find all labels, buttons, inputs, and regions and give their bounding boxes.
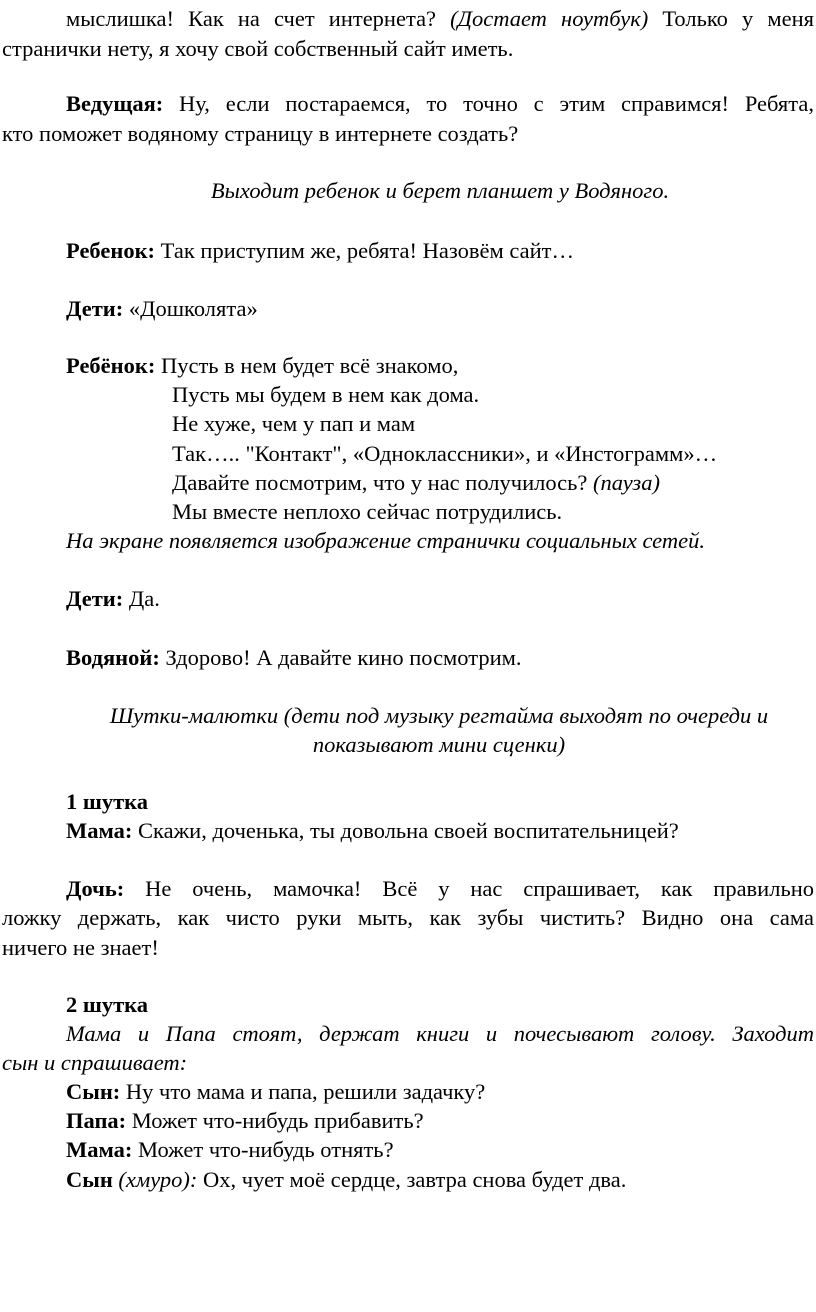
p5-pause: (пауза)	[593, 470, 660, 495]
joke-1-doch-text: Не очень, мамочка! Всё у нас спрашивает, как правильно	[124, 876, 814, 901]
joke-2-papa-speaker: Папа:	[66, 1108, 127, 1133]
stage-direction-2	[66, 526, 705, 556]
p5-speaker: Ребёнок:	[66, 353, 156, 378]
joke-1-mama-speaker: Мама:	[66, 818, 133, 843]
p5-verse-5-text: Давайте посмотрим, что у нас получилось?	[172, 470, 594, 495]
joke-1-doch-speaker: Дочь:	[66, 876, 125, 901]
joke-2-syn2-speaker: Сын	[66, 1167, 113, 1192]
p1-stage-direction: (Достает ноутбук)	[450, 6, 649, 31]
p3-text: Так приступим же, ребята! Назовём сайт…	[155, 238, 574, 263]
joke-2-mama-line	[66, 1135, 394, 1165]
p5-verse-3: Не хуже, чем у пап и мам	[172, 411, 416, 436]
p4-line	[66, 294, 258, 324]
p2-line1	[66, 89, 814, 119]
p2-speaker: Ведущая:	[66, 91, 164, 116]
stage-direction-1	[66, 176, 814, 206]
joke-2-syn-line	[66, 1077, 485, 1107]
joke-2-stage-text-1: Мама и Папа стоят, держат книги и почесывают голову. Заходит	[66, 1021, 814, 1046]
joke-2-papa-line	[66, 1106, 424, 1136]
p6-line	[66, 584, 160, 614]
p3-speaker: Ребенок:	[66, 238, 156, 263]
stage-direction-3-text-1: Шутки-малютки (дети под музыку регтайма выходят по очереди и	[109, 703, 769, 728]
p6-speaker: Дети:	[66, 586, 124, 611]
joke-2-papa-text: Может что-нибудь прибавить?	[126, 1108, 424, 1133]
joke-1-heading-text: 1 шутка	[66, 789, 149, 814]
p5-verse-5	[172, 468, 660, 498]
joke-1-mama-text: Скажи, доченька, ты довольна своей воспитательницей?	[132, 818, 679, 843]
joke-2-mama-text: Может что-нибудь отнять?	[132, 1137, 394, 1162]
stage-direction-1-text: Выходит ребенок и берет планшет у Водяного.	[210, 178, 670, 203]
joke-2-stage-text-2: сын и спрашивает:	[2, 1050, 188, 1075]
p5-verse-4: Так….. "Контакт", «Одноклассники», и «Инстограмм»…	[172, 441, 718, 466]
p4-text: «Дошколята»	[123, 296, 258, 321]
joke-2-heading-text: 2 шутка	[66, 992, 149, 1017]
joke-2-syn2-stage: (хмуро):	[112, 1167, 198, 1192]
p2-text: Ну, если постараемся, то точно с этим справимся! Ребята,	[163, 91, 814, 116]
p5-line1	[66, 351, 458, 381]
joke-1-heading	[66, 787, 148, 817]
joke-1-doch-line1	[66, 874, 814, 904]
p7-text: Здорово! А давайте кино посмотрим.	[159, 645, 522, 670]
stage-direction-3-line2	[64, 730, 814, 760]
p5-verse-6: Мы вместе неплохо сейчас потрудились.	[172, 499, 563, 524]
stage-direction-3-text-2: показывают мини сценки)	[312, 732, 566, 757]
joke-2-stage-line1	[66, 1019, 814, 1049]
p7-speaker: Водяной:	[66, 645, 160, 670]
joke-2-syn-speaker: Сын:	[66, 1079, 121, 1104]
p4-speaker: Дети:	[66, 296, 124, 321]
p6-text: Да.	[123, 586, 160, 611]
joke-1-doch-line3: ничего не знает!	[2, 935, 159, 960]
joke-1-doch-line2: ложку держать, как чисто руки мыть, как зубы чистить? Видно она сама	[2, 905, 814, 930]
joke-2-heading	[66, 990, 148, 1020]
p1-text-a: мыслишка! Как на счет интернета?	[66, 6, 451, 31]
joke-2-mama-speaker: Мама:	[66, 1137, 133, 1162]
stage-direction-2-text: На экране появляется изображение странички социальных сетей.	[66, 528, 705, 553]
p1-line2: странички нету, я хочу свой собственный сайт иметь.	[2, 36, 514, 61]
p1-text-b: Только у меня	[648, 6, 815, 31]
stage-direction-3-line1	[64, 701, 814, 731]
joke-1-mama-line	[66, 816, 679, 846]
p7-line	[66, 643, 522, 673]
p5-verse-2: Пусть мы будем в нем как дома.	[172, 382, 480, 407]
p2-line2: кто поможет водяному страницу в интернете создать?	[2, 121, 519, 146]
joke-2-syn-text: Ну что мама и папа, решили задачку?	[120, 1079, 486, 1104]
p3-line	[66, 236, 574, 266]
joke-2-syn2-line	[66, 1165, 626, 1195]
p1-line1	[66, 4, 814, 34]
p5-verse-1: Пусть в нем будет всё знакомо,	[155, 353, 459, 378]
joke-2-syn2-text: Ох, чует моё сердце, завтра снова будет два.	[197, 1167, 627, 1192]
joke-2-stage-line2	[2, 1048, 187, 1078]
